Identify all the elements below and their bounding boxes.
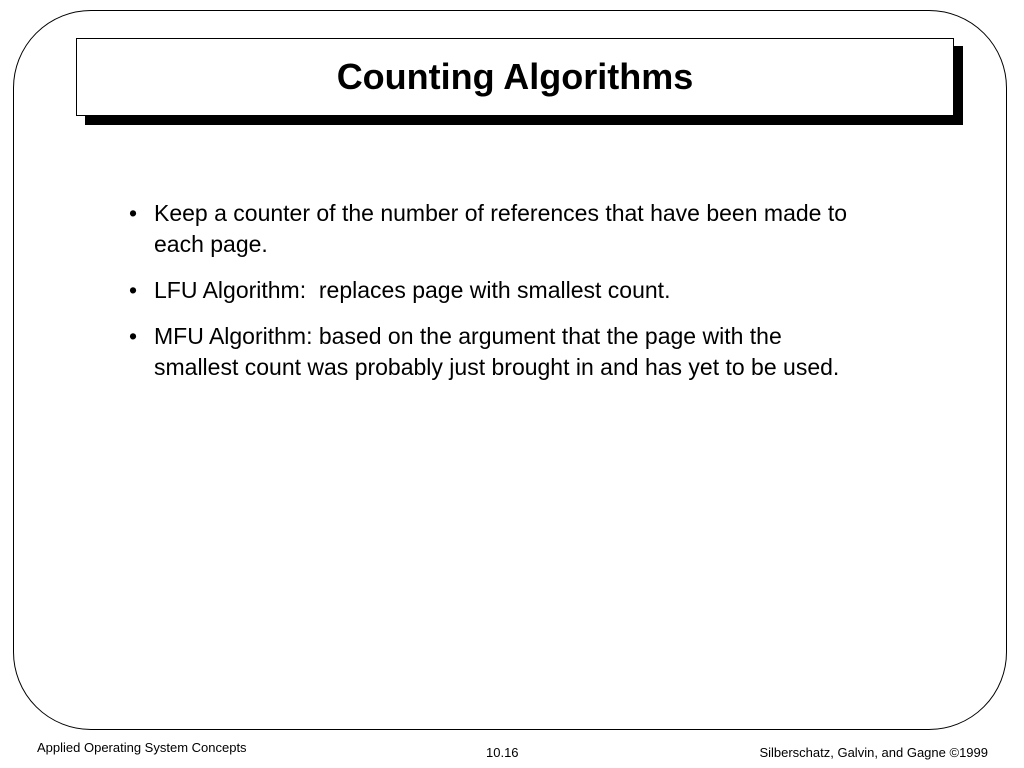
title-box bbox=[76, 38, 954, 116]
bullet-text: Keep a counter of the number of references that have been made to each page. bbox=[154, 200, 848, 257]
bullet-icon: • bbox=[129, 277, 138, 303]
footer-book-title: Applied Operating System Concepts bbox=[37, 740, 247, 755]
bullet-icon: • bbox=[129, 200, 138, 226]
bullet-text: MFU Algorithm: based on the argument that the page with the smallest count was probably just brought in and has yet to be used. bbox=[154, 323, 840, 380]
footer-authors: Silberschatz, Galvin, and Gagne ©1999 bbox=[759, 745, 988, 760]
footer-page-number: 10.16 bbox=[486, 745, 519, 760]
bullet-item bbox=[126, 198, 866, 260]
slide-title: Counting Algorithms bbox=[336, 56, 694, 97]
bullet-list bbox=[126, 198, 866, 398]
bullet-icon: • bbox=[129, 323, 138, 349]
bullet-item bbox=[126, 321, 866, 383]
bullet-text: LFU Algorithm: replaces page with smallest count. bbox=[154, 277, 671, 303]
bullet-item bbox=[126, 275, 866, 306]
